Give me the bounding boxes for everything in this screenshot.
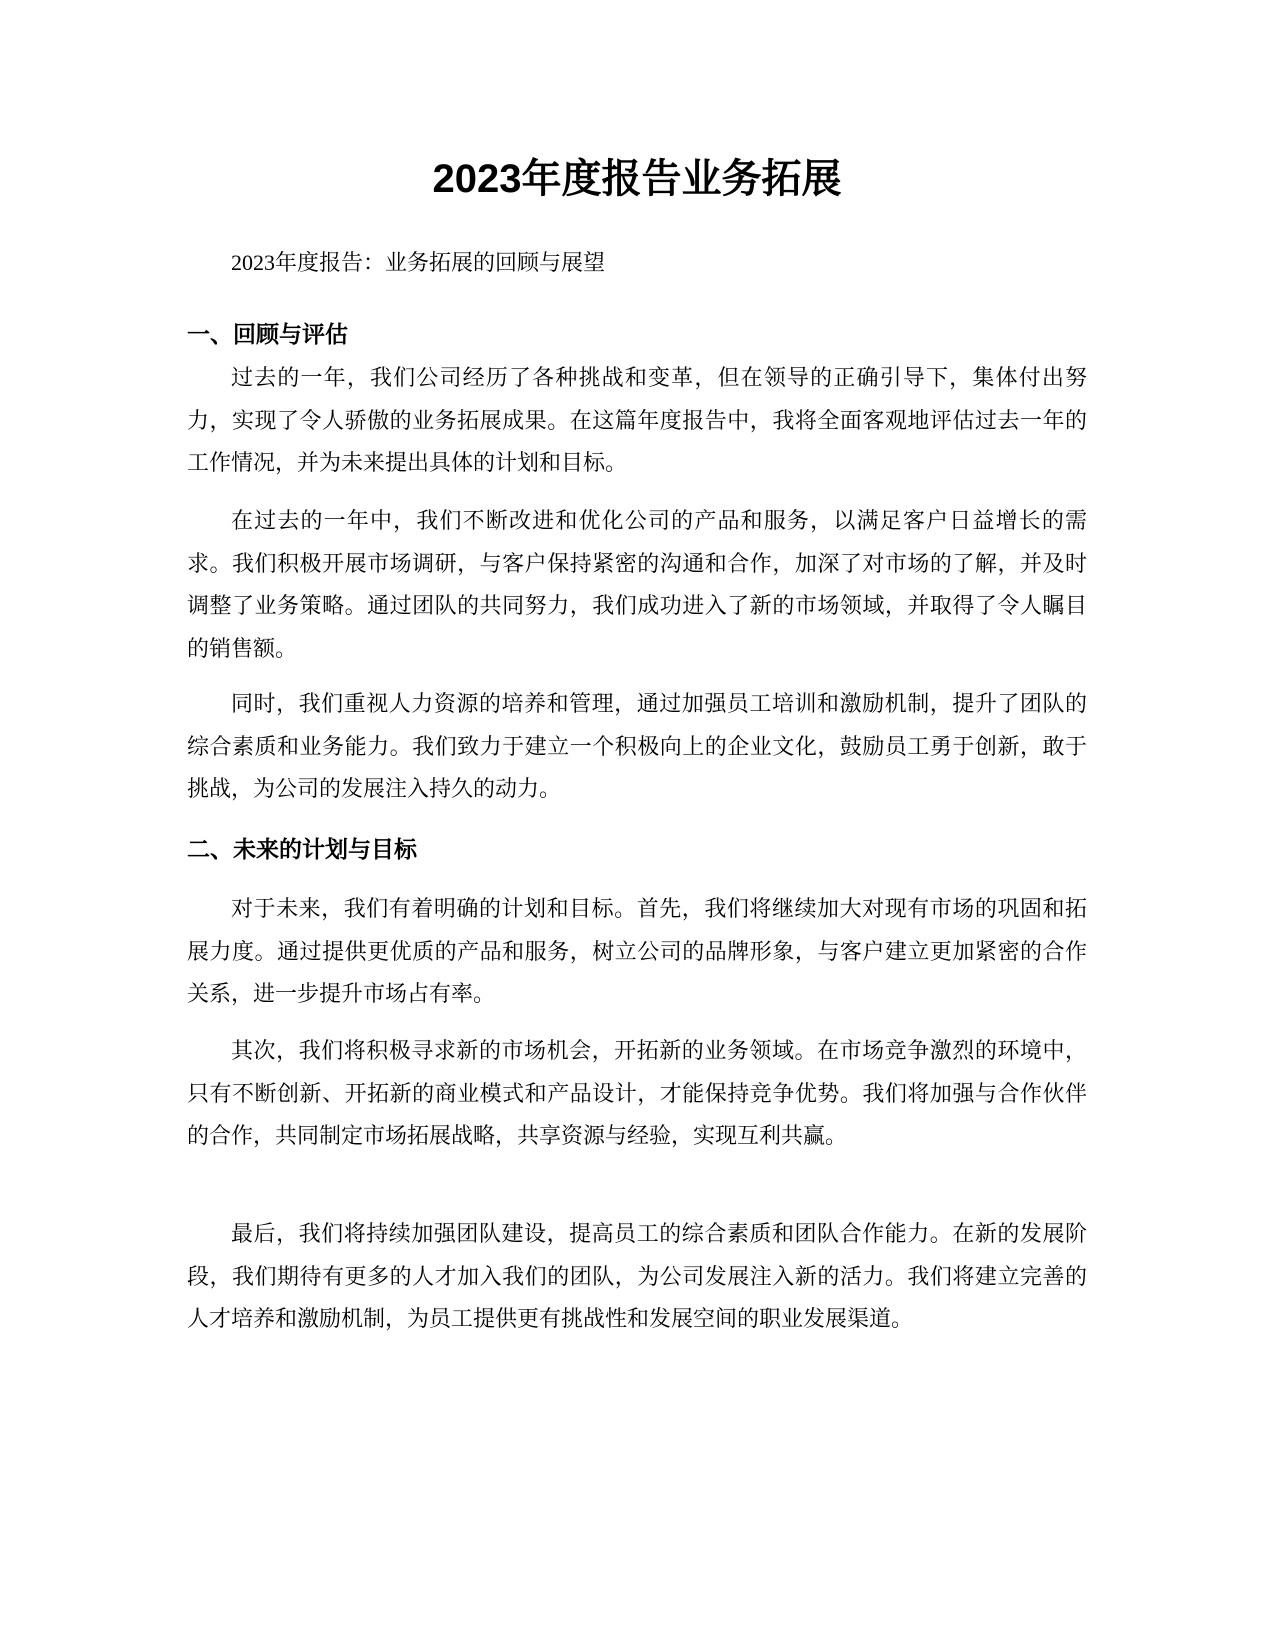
section-heading-future-plans: 二、未来的计划与目标 bbox=[187, 836, 417, 862]
section-heading-review: 一、回顾与评估 bbox=[187, 321, 348, 347]
paragraph: 同时，我们重视人力资源的培养和管理，通过加强员工培训和激励机制，提升了团队的综合素质和业务能力。我们致力于建立一个积极向上的企业文化，鼓励员工勇于创新，敢于挑战，为公司的发展注入持久的动力。 bbox=[187, 691, 1087, 801]
paragraph: 对于未来，我们有着明确的计划和目标。首先，我们将继续加大对现有市场的巩固和拓展力度。通过提供更优质的产品和服务，树立公司的品牌形象，与客户建立更加紧密的合作关系，进一步提升市场占有率。 bbox=[187, 896, 1087, 1006]
page-title: 2023年度报告业务拓展 bbox=[432, 157, 842, 201]
paragraph: 在过去的一年中，我们不断改进和优化公司的产品和服务，以满足客户日益增长的需求。我们积极开展市场调研，与客户保持紧密的沟通和合作，加深了对市场的了解，并及时调整了业务策略。通过团队的共同努力，我们成功进入了新的市场领域，并取得了令人瞩目的销售额。 bbox=[187, 508, 1087, 661]
document-subtitle: 2023年度报告：业务拓展的回顾与展望 bbox=[231, 250, 606, 275]
paragraph: 过去的一年，我们公司经历了各种挑战和变革，但在领导的正确引导下，集体付出努力，实现了令人骄傲的业务拓展成果。在这篇年度报告中，我将全面客观地评估过去一年的工作情况，并为未来提出具体的计划和目标。 bbox=[187, 365, 1087, 475]
paragraph: 最后，我们将持续加强团队建设，提高员工的综合素质和团队合作能力。在新的发展阶段，我们期待有更多的人才加入我们的团队，为公司发展注入新的活力。我们将建立完善的人才培养和激励机制，为员工提供更有挑战性和发展空间的职业发展渠道。 bbox=[187, 1221, 1087, 1331]
paragraph: 其次，我们将积极寻求新的市场机会，开拓新的业务领域。在市场竞争激烈的环境中，只有不断创新、开拓新的商业模式和产品设计，才能保持竞争优势。我们将加强与合作伙伴的合作，共同制定市场拓展战略，共享资源与经验，实现互利共赢。 bbox=[187, 1038, 1087, 1148]
